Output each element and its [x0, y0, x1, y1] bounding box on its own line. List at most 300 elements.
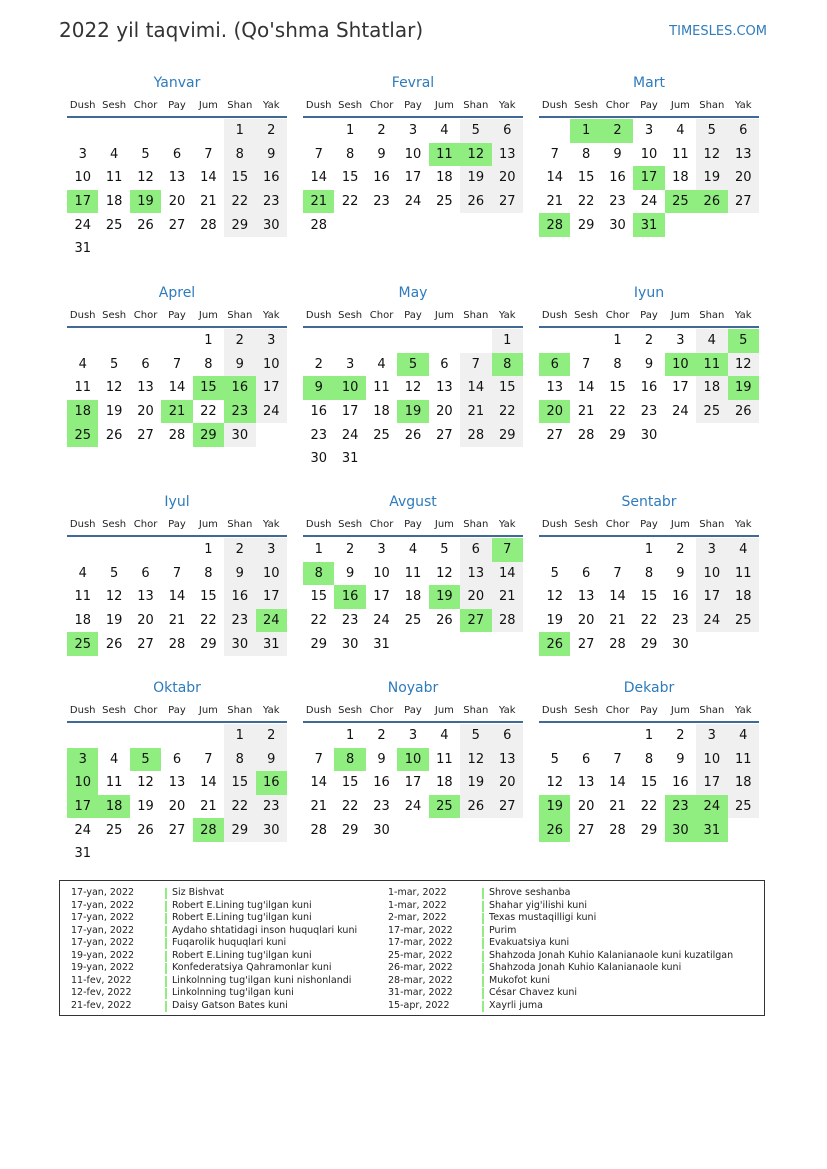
legend-date: 17-yan, 2022: [71, 899, 135, 911]
day-cell: 18: [373, 404, 390, 420]
day-cell: 15: [224, 166, 255, 190]
weekday-label: Pay: [640, 100, 658, 111]
day-cell: 4: [408, 542, 418, 558]
legend-marker: [482, 938, 484, 949]
day-cell: 9: [613, 146, 622, 162]
day-cell: 28: [168, 427, 186, 443]
legend-date: 17-mar, 2022: [388, 937, 453, 948]
day-cell: 1: [224, 119, 255, 143]
day-cell: 25: [105, 822, 123, 838]
legend-date: 1-mar, 2022: [388, 899, 447, 911]
legend-marker: [165, 926, 167, 937]
weekday-label: Dush: [305, 310, 332, 321]
weekday-label: Pay: [168, 705, 186, 716]
day-grid: [539, 724, 759, 842]
empty-cell: [130, 329, 161, 353]
day-cell: 14: [168, 589, 186, 605]
day-cell: 16: [224, 376, 255, 400]
weekday-label: Chor: [369, 100, 394, 111]
day-cell: 5: [130, 748, 161, 772]
day-cell: 25: [67, 423, 98, 447]
day-cell: 25: [728, 795, 759, 819]
day-cell: 24: [404, 194, 422, 210]
day-cell: 27: [137, 636, 154, 652]
weekday-label: Sesh: [102, 519, 127, 530]
month-avgust: [303, 492, 523, 656]
weekday-label: Shan: [227, 705, 253, 716]
day-cell: 28: [310, 217, 327, 233]
month-fevral: [303, 73, 523, 237]
empty-cell: [570, 724, 601, 748]
empty-cell: [602, 724, 633, 748]
day-cell: 26: [460, 190, 491, 214]
day-cell: 27: [546, 427, 563, 443]
weekday-header: [67, 515, 287, 537]
day-cell: 18: [672, 170, 689, 186]
weekday-label: Dush: [69, 519, 96, 530]
weekday-header: [303, 701, 523, 723]
weekday-label: Pay: [640, 705, 658, 716]
day-cell: 27: [436, 427, 453, 443]
day-cell: 25: [404, 613, 422, 629]
day-cell: 17: [341, 404, 359, 420]
day-cell: 18: [436, 775, 453, 791]
day-cell: 15: [609, 380, 626, 396]
weekday-label: Jum: [670, 100, 690, 111]
day-cell: 11: [105, 170, 123, 186]
day-cell: 27: [577, 822, 595, 838]
legend-marker: [165, 888, 167, 899]
weekday-label: Sesh: [102, 705, 127, 716]
day-cell: 27: [168, 217, 186, 233]
month-title: Yanvar: [153, 75, 201, 91]
day-cell: 25: [696, 400, 727, 424]
day-cell: 25: [665, 190, 696, 214]
legend-name: Robert E.Lining tug'ilgan kuni: [172, 912, 312, 923]
weekday-label: Sesh: [338, 310, 363, 321]
legend-marker: [482, 901, 484, 912]
legend-marker: [482, 976, 484, 987]
day-cell: 13: [577, 589, 595, 605]
day-cell: 26: [105, 427, 123, 443]
day-cell: 10: [373, 565, 390, 581]
day-cell: 16: [672, 589, 689, 605]
day-cell: 20: [728, 166, 759, 190]
day-cell: 11: [429, 143, 460, 167]
day-cell: 10: [397, 748, 428, 772]
weekday-label: Sesh: [574, 310, 599, 321]
day-cell: 18: [696, 376, 727, 400]
month-title: May: [398, 285, 428, 301]
month-aprel: [67, 283, 287, 447]
empty-cell: [539, 538, 570, 562]
day-cell: 28: [539, 213, 570, 237]
day-cell: 17: [696, 771, 727, 795]
day-cell: 1: [204, 542, 213, 558]
day-cell: 18: [436, 170, 453, 186]
day-cell: 26: [105, 636, 123, 652]
day-cell: 22: [224, 795, 255, 819]
weekday-label: Pay: [168, 310, 186, 321]
day-cell: 7: [204, 146, 213, 162]
day-cell: 19: [460, 771, 491, 795]
day-cell: 23: [609, 194, 626, 210]
day-cell: 1: [492, 329, 523, 353]
day-cell: 10: [696, 562, 727, 586]
day-cell: 23: [256, 190, 287, 214]
weekday-label: Yak: [498, 100, 516, 111]
day-cell: 14: [460, 376, 491, 400]
day-cell: 11: [373, 380, 390, 396]
day-grid: [303, 538, 523, 656]
day-cell: 12: [137, 775, 154, 791]
day-cell: 7: [314, 751, 323, 767]
weekday-label: Pay: [404, 705, 422, 716]
day-cell: 24: [696, 795, 727, 819]
day-cell: 8: [204, 565, 213, 581]
day-cell: 2: [676, 728, 685, 744]
month-title: Sentabr: [621, 494, 677, 510]
legend-name: Shahzoda Jonah Kuhio Kalanianaole kuni: [489, 962, 682, 973]
day-cell: 25: [67, 632, 98, 656]
day-cell: 27: [492, 190, 523, 214]
day-cell: 10: [404, 146, 422, 162]
weekday-label: Chor: [605, 519, 630, 530]
month-title: Iyul: [164, 494, 190, 510]
day-cell: 24: [74, 822, 91, 838]
day-cell: 3: [256, 329, 287, 353]
day-cell: 14: [200, 775, 217, 791]
weekday-label: Shan: [699, 519, 725, 530]
holiday-legend: [59, 880, 765, 1016]
day-cell: 5: [728, 329, 759, 353]
day-cell: 11: [436, 751, 453, 767]
day-cell: 5: [550, 751, 559, 767]
legend-column-left: [71, 887, 357, 1012]
day-cell: 28: [609, 822, 626, 838]
day-cell: 25: [429, 795, 460, 819]
empty-cell: [67, 538, 98, 562]
day-cell: 4: [728, 724, 759, 748]
empty-cell: [539, 724, 570, 748]
day-cell: 29: [577, 217, 595, 233]
day-cell: 23: [373, 194, 390, 210]
day-cell: 16: [373, 170, 390, 186]
day-cell: 6: [172, 751, 182, 767]
day-cell: 23: [373, 799, 390, 815]
day-cell: 11: [105, 775, 123, 791]
month-title: Fevral: [391, 75, 435, 91]
day-cell: 27: [168, 822, 186, 838]
weekday-label: Pay: [640, 519, 658, 530]
legend-marker: [482, 963, 484, 974]
day-cell: 4: [109, 146, 119, 162]
weekday-header: [539, 701, 759, 723]
legend-name: Linkolnning tug'ilgan kuni nishonlandi: [172, 974, 352, 986]
weekday-label: Chor: [133, 310, 158, 321]
legend-date: 28-mar, 2022: [388, 974, 453, 986]
day-cell: 17: [404, 775, 422, 791]
day-cell: 28: [577, 427, 595, 443]
day-cell: 6: [492, 724, 523, 748]
weekday-label: Jum: [198, 100, 218, 111]
day-cell: 6: [460, 538, 491, 562]
day-cell: 22: [341, 194, 359, 210]
day-cell: 16: [640, 380, 658, 396]
legend-name: Robert E.Lining tug'ilgan kuni: [172, 949, 312, 961]
day-cell: 20: [137, 613, 154, 629]
weekday-label: Shan: [463, 100, 489, 111]
day-cell: 19: [460, 166, 491, 190]
day-cell: 17: [672, 380, 689, 396]
day-cell: 15: [310, 589, 327, 605]
day-cell: 15: [200, 589, 217, 605]
site-link[interactable]: TIMESLES.COM: [669, 24, 767, 39]
legend-date: 11-fev, 2022: [71, 974, 132, 986]
weekday-label: Jum: [198, 519, 218, 530]
day-cell: 1: [204, 333, 213, 349]
day-cell: 14: [200, 170, 217, 186]
day-cell: 16: [310, 404, 327, 420]
empty-cell: [67, 724, 98, 748]
day-cell: 13: [168, 775, 186, 791]
day-cell: 2: [602, 119, 633, 143]
legend-row: [71, 987, 357, 1000]
day-cell: 7: [172, 565, 182, 581]
month-title: Oktabr: [153, 680, 201, 696]
day-cell: 21: [546, 194, 563, 210]
day-cell: 11: [404, 565, 422, 581]
month-iyul: [67, 492, 287, 656]
day-cell: 17: [696, 585, 727, 609]
day-cell: 19: [696, 166, 727, 190]
month-title: Dekabr: [623, 680, 675, 696]
weekday-label: Pay: [168, 100, 186, 111]
day-cell: 27: [460, 609, 491, 633]
day-cell: 21: [609, 799, 626, 815]
day-cell: 7: [204, 751, 213, 767]
day-grid: [303, 329, 523, 471]
day-cell: 5: [440, 542, 449, 558]
day-cell: 21: [200, 194, 217, 210]
day-cell: 12: [137, 170, 154, 186]
day-cell: 5: [141, 146, 150, 162]
day-cell: 30: [224, 423, 255, 447]
day-cell: 21: [168, 613, 186, 629]
weekday-label: Chor: [605, 100, 630, 111]
day-cell: 16: [224, 585, 255, 609]
weekday-label: Chor: [605, 310, 630, 321]
day-cell: 27: [728, 190, 759, 214]
day-cell: 10: [74, 170, 91, 186]
day-cell: 26: [436, 613, 453, 629]
empty-cell: [98, 329, 129, 353]
day-cell: 20: [539, 400, 570, 424]
legend-marker: [482, 926, 484, 937]
day-cell: 5: [696, 119, 727, 143]
day-cell: 24: [256, 400, 287, 424]
weekday-label: Dush: [541, 705, 568, 716]
day-cell: 26: [137, 822, 154, 838]
day-cell: 19: [105, 613, 123, 629]
day-cell: 26: [539, 818, 570, 842]
day-cell: 15: [193, 376, 224, 400]
day-cell: 17: [373, 589, 390, 605]
day-cell: 16: [334, 585, 365, 609]
day-cell: 2: [377, 728, 386, 744]
empty-cell: [161, 538, 192, 562]
day-cell: 3: [78, 146, 87, 162]
day-cell: 18: [74, 613, 91, 629]
day-cell: 19: [539, 795, 570, 819]
day-cell: 1: [570, 119, 601, 143]
day-cell: 3: [696, 724, 727, 748]
day-cell: 30: [256, 818, 287, 842]
day-grid: [67, 724, 287, 866]
weekday-header: [539, 515, 759, 537]
day-cell: 28: [193, 818, 224, 842]
day-cell: 30: [609, 217, 626, 233]
day-cell: 6: [492, 119, 523, 143]
weekday-label: Chor: [133, 705, 158, 716]
weekday-label: Dush: [305, 705, 332, 716]
day-cell: 22: [492, 400, 523, 424]
day-cell: 22: [200, 613, 217, 629]
weekday-label: Jum: [434, 519, 454, 530]
day-grid: [539, 119, 759, 237]
day-cell: 3: [676, 333, 685, 349]
day-cell: 27: [577, 636, 595, 652]
day-cell: 6: [581, 565, 591, 581]
day-cell: 21: [460, 400, 491, 424]
legend-row: [71, 900, 357, 913]
weekday-label: Yak: [734, 705, 752, 716]
day-cell: 26: [137, 217, 154, 233]
day-cell: 3: [408, 728, 418, 744]
day-cell: 21: [200, 799, 217, 815]
day-cell: 22: [341, 799, 359, 815]
day-cell: 13: [460, 562, 491, 586]
weekday-header: [303, 306, 523, 328]
legend-date: 17-yan, 2022: [71, 887, 135, 898]
legend-marker: [165, 938, 167, 949]
day-grid: [67, 119, 287, 261]
day-cell: 9: [256, 748, 287, 772]
weekday-label: Jum: [198, 310, 218, 321]
empty-cell: [366, 329, 397, 353]
empty-cell: [460, 329, 491, 353]
day-cell: 10: [665, 353, 696, 377]
legend-marker: [482, 988, 484, 999]
empty-cell: [130, 724, 161, 748]
day-cell: 12: [436, 565, 453, 581]
day-cell: 19: [546, 613, 563, 629]
day-cell: 26: [460, 795, 491, 819]
day-cell: 18: [67, 400, 98, 424]
day-cell: 27: [137, 427, 154, 443]
day-cell: 4: [728, 538, 759, 562]
legend-row: [388, 987, 733, 1000]
day-cell: 30: [341, 636, 359, 652]
month-oktabr: [67, 678, 287, 866]
day-cell: 24: [640, 194, 658, 210]
day-cell: 23: [672, 613, 689, 629]
empty-cell: [193, 119, 224, 143]
day-cell: 29: [341, 822, 359, 838]
weekday-label: Jum: [434, 705, 454, 716]
day-cell: 2: [314, 356, 323, 372]
month-mart: [539, 73, 759, 237]
day-cell: 20: [577, 613, 595, 629]
day-cell: 9: [224, 353, 255, 377]
month-title: Iyun: [633, 285, 665, 301]
legend-name: Purim: [489, 924, 517, 936]
day-cell: 10: [640, 146, 658, 162]
day-cell: 9: [644, 356, 654, 372]
day-cell: 23: [640, 404, 658, 420]
weekday-label: Chor: [369, 310, 394, 321]
day-cell: 22: [224, 190, 255, 214]
day-cell: 15: [341, 170, 359, 186]
day-cell: 12: [460, 748, 491, 772]
legend-date: 21-fev, 2022: [71, 999, 132, 1011]
day-cell: 5: [109, 565, 119, 581]
day-cell: 4: [78, 356, 87, 372]
legend-marker: [165, 988, 167, 999]
legend-row: [71, 925, 357, 938]
day-cell: 9: [303, 376, 334, 400]
legend-name: César Chavez kuni: [489, 987, 578, 998]
day-cell: 12: [546, 589, 563, 605]
legend-marker: [165, 963, 167, 974]
day-cell: 11: [728, 562, 759, 586]
day-cell: 16: [373, 775, 390, 791]
empty-cell: [602, 538, 633, 562]
month-title: Noyabr: [387, 680, 439, 696]
weekday-label: Jum: [434, 310, 454, 321]
day-cell: 18: [728, 771, 759, 795]
legend-marker: [482, 888, 484, 899]
weekday-header: [67, 96, 287, 118]
weekday-label: Yak: [734, 519, 752, 530]
day-cell: 2: [224, 538, 255, 562]
weekday-label: Jum: [198, 705, 218, 716]
day-cell: 11: [696, 353, 727, 377]
day-cell: 29: [640, 822, 658, 838]
weekday-label: Dush: [69, 100, 96, 111]
month-may: [303, 283, 523, 471]
weekday-label: Sesh: [574, 705, 599, 716]
weekday-label: Shan: [227, 310, 253, 321]
day-cell: 8: [334, 748, 365, 772]
day-cell: 10: [696, 748, 727, 772]
legend-name: Shahzoda Jonah Kuhio Kalanianaole kuni kuzatilgan: [489, 949, 734, 961]
legend-row: [388, 975, 733, 988]
empty-cell: [539, 329, 570, 353]
legend-row: [71, 1000, 357, 1013]
day-cell: 9: [256, 143, 287, 167]
day-cell: 3: [256, 538, 287, 562]
day-cell: 22: [200, 404, 217, 420]
legend-marker: [165, 951, 167, 962]
weekday-header: [67, 306, 287, 328]
weekday-label: Sesh: [102, 310, 127, 321]
legend-date: 17-yan, 2022: [71, 912, 135, 923]
day-cell: 6: [141, 565, 150, 581]
weekday-label: Shan: [699, 100, 725, 111]
day-cell: 10: [334, 376, 365, 400]
legend-row: [388, 887, 733, 900]
